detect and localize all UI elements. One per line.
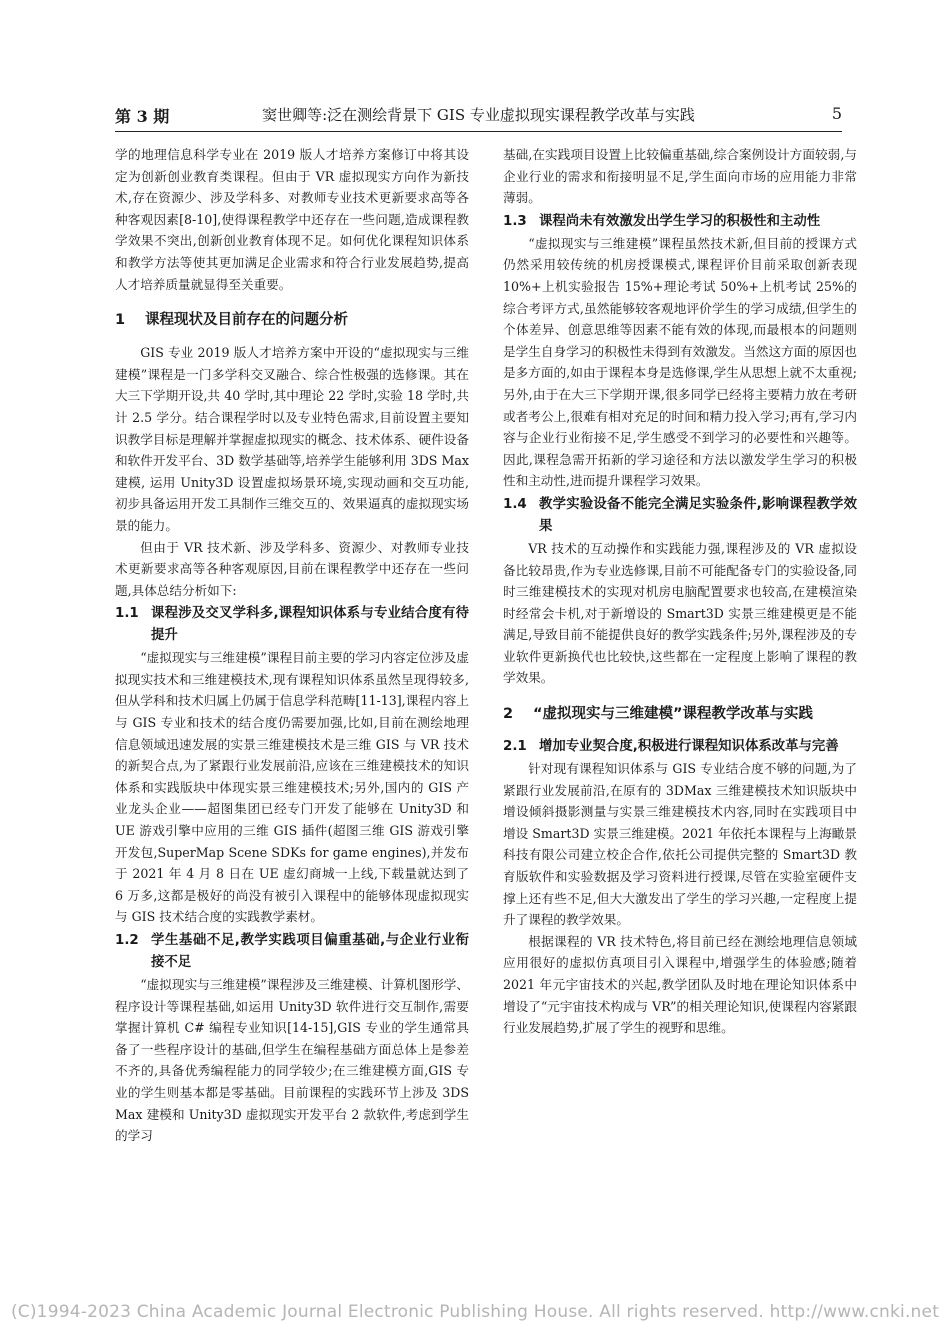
paragraph: 针对现有课程知识体系与 GIS 专业结合度不够的问题,为了紧跟行业发展前沿,在原有的 3DMax 三维建模技术知识版块中增设倾斜摄影测量与实景三维建模技术内容,同时在实践项目中增设 Smart3D 实景三维建模。2021 年依托本课程与上海瞰景科技有限公司建立校企合作,依托公司提供完整的 Smart3D 教育版软件和实验数据及学习资料进行授课,尽管在实验室硬件支撑上还有些不足,但大大激发出了学生的学习兴趣,一定程度上提升了课程的教学效果。 [503,761,857,928]
section-1-1-heading [115,603,469,647]
section-1-heading [115,308,469,332]
section-number: 1.1 [115,606,139,622]
intro-paragraph: 学的地理信息科学专业在 2019 版人才培养方案修订中将其设定为创新创业教育类课程。但由于 VR 虚拟现实方向作为新技术,存在资源少、涉及学科多、对教师专业技术更新要求高等各种客观因素[8-10],使得课程教学中还存在一些问题,造成课程教学效果不突出,创新创业教育体现不足。如何优化课程知识体系和教学方法等使其更加满足企业需求和符合行业发展趋势,提高人才培养质量就显得至关重要。 [115,147,469,292]
section-2-heading [503,702,857,726]
paragraph: VR 技术的互动操作和实践能力强,课程涉及的 VR 虚拟设备比较昂贵,作为专业选修课,目前不可能配备专门的实验设备,同时三维建模技术的实现对机房电脑配置要求也较高,在建模渲染时经常会卡机,对于新增设的 Smart3D 实景三维建模更是不能满足,导致目前不能提供良好的教学实践条件;另外,课程涉及的专业软件更新换代也比较快,这些都在一定程度上影响了课程的教学效果。 [503,540,857,686]
page-header [115,104,842,130]
section-title: 教学实验设备不能完全满足实验条件,影响课程教学效果 [539,496,857,534]
section-number: 2 [503,706,514,723]
copyright-watermark: (C)1994-2023 China Academic Journal Electronic Publishing House. All rights reserved. http://www.cnki.net [10,1302,940,1322]
section-number: 1.3 [503,213,527,229]
section-number: 1 [115,312,126,329]
section-title: 课程现状及目前存在的问题分析 [145,312,348,329]
paragraph: 根据课程的 VR 技术特色,将目前已经在测绘地理信息领域应用很好的虚拟仿真项目引入课程中,增强学生的体验感;随着 2021 年元宇宙技术的兴起,教学团队及时地在理论知识体系中增设了“元宇宙技术构成与 VR”的相关理论知识,使课程内容紧跟行业发展趋势,扩展了学生的视野和思维。 [503,933,857,1036]
continued-paragraph: 基础,在实践项目设置上比较偏重基础,综合案例设计方面较弱,与企业行业的需求和衔接明显不足,学生面向市场的应用能力非常薄弱。 [503,147,857,206]
running-title: 窦世卿等:泛在测绘背景下 GIS 专业虚拟现实课程教学改革与实践 [262,106,695,124]
section-1-4-heading [503,494,857,538]
section-number: 2.1 [503,739,527,755]
section-title: 课程涉及交叉学科多,课程知识体系与专业结合度有待提升 [151,606,469,644]
paragraph: “虚拟现实与三维建模”课程虽然技术新,但目前的授课方式仍然采用较传统的机房授课模式,课程评价目前采取创新表现 10%+上机实验报告 15%+理论考试 50%+上机考试 25%的综合考评方式,虽然能够较客观地评价学生的学习成绩,但学生的个体差异、创意思维等因素不能有效的体现,而最根本的问题则是学生自身学习的积极性未得到有效激发。当然这方面的原因也是多方面的,如由于课程本身是选修课,学生从思想上就不太重视;另外,由于在大三下学期开课,很多同学已经将主要精力放在考研或者考公上,很难有相对充足的时间和精力投入学习;再有,学习内容与企业行业衔接不足,学生感受不到学习的必要性和兴趣等。因此,课程急需开拓新的学习途径和方法以激发学生学习的积极性和主动性,进而提升课程学习效果。 [503,235,857,489]
paragraph: “虚拟现实与三维建模”课程涉及三维建模、计算机图形学、程序设计等课程基础,如运用 Unity3D 软件进行交互制作,需要掌握计算机 C# 编程专业知识[14-15],GIS 专业的学生通常具备了一些程序设计的基础,但学生在编程基础方面总体上是参差不齐的,具备优秀编程能力的同学较少;在三维建模方面,GIS 专业的学生则基本都是零基础。目前课程的实践环节上涉及 3DS Max 建模和 Unity3D 虚拟现实开发平台 2 款软件,考虑到学生的学习 [115,977,469,1144]
section-title: 增加专业契合度,积极进行课程知识体系改革与完善 [539,739,839,755]
paragraph: 但由于 VR 技术新、涉及学科多、资源少、对教师专业技术更新要求高等各种客观原因,目前在课程教学中还存在一些问题,具体总结分析如下: [115,539,469,598]
section-number: 1.2 [115,933,139,948]
section-number: 1.4 [503,496,527,512]
page-number: 5 [831,104,842,123]
section-1-2-heading [115,930,469,974]
section-title: “虚拟现实与三维建模”课程教学改革与实践 [533,706,814,723]
section-title: 学生基础不足,教学实践项目偏重基础,与企业行业衔接不足 [151,933,469,970]
left-column [115,144,469,1254]
section-title: 课程尚未有效激发出学生学习的积极性和主动性 [539,213,821,229]
section-2-1-heading [503,736,857,758]
header-rule [115,131,842,132]
paragraph: GIS 专业 2019 版人才培养方案中开设的“虚拟现实与三维建模”课程是一门多学科交叉融合、综合性极强的选修课。其在大三下学期开设,共 40 学时,其中理论 22 学时,实验 18 学时,共计 2.5 学分。结合课程学时以及专业特色需求,目前设置主要知识教学目标是理解并掌握虚拟现实的概念、技术体系、硬件设备和软件开发平台、3D 数学基础等,培养学生能够利用 3DS Max 建模, 运用 Unity3D 设置虚拟场景环境,实现动画和交互功能,初步具备运用开发工具制作三维交互的、效果逼真的虚拟现实场景的能力。 [115,345,469,533]
section-1-3-heading [503,211,857,233]
issue-label: 第 3 期 [115,107,170,126]
paragraph: “虚拟现实与三维建模”课程目前主要的学习内容定位涉及虚拟现实技术和三维建模技术,现有课程知识体系虽然呈现得较多,但从学科和技术归属上仍属于信息学科范畴[11-13],课程内容上与 GIS 专业和技术的结合度仍需要加强,比如,目前在测绘地理信息领域迅速发展的实景三维建模技术是三维 GIS 与 VR 技术的新契合点,为了紧跟行业发展前沿,应该在三维建模技术的知识体系和实践版块中体现实景三维建模技术;另外,国内的 GIS 产业龙头企业——超图集团已经专门开发了能够在 Unity3D 和 UE 游戏引擎中应用的三维 GIS 插件(超图三维 GIS 游戏引擎开发包,SuperMap Scene SDKs for game engines),并发布于 2021 年 4 月 8 日在 UE 虚幻商城一上线,下载量就达到了 6 万多,这都是极好的尚没有被引入课程中的能够体现虚拟现实与 GIS 技术结合度的实践教学素材。 [115,650,469,925]
right-column [503,144,857,1254]
